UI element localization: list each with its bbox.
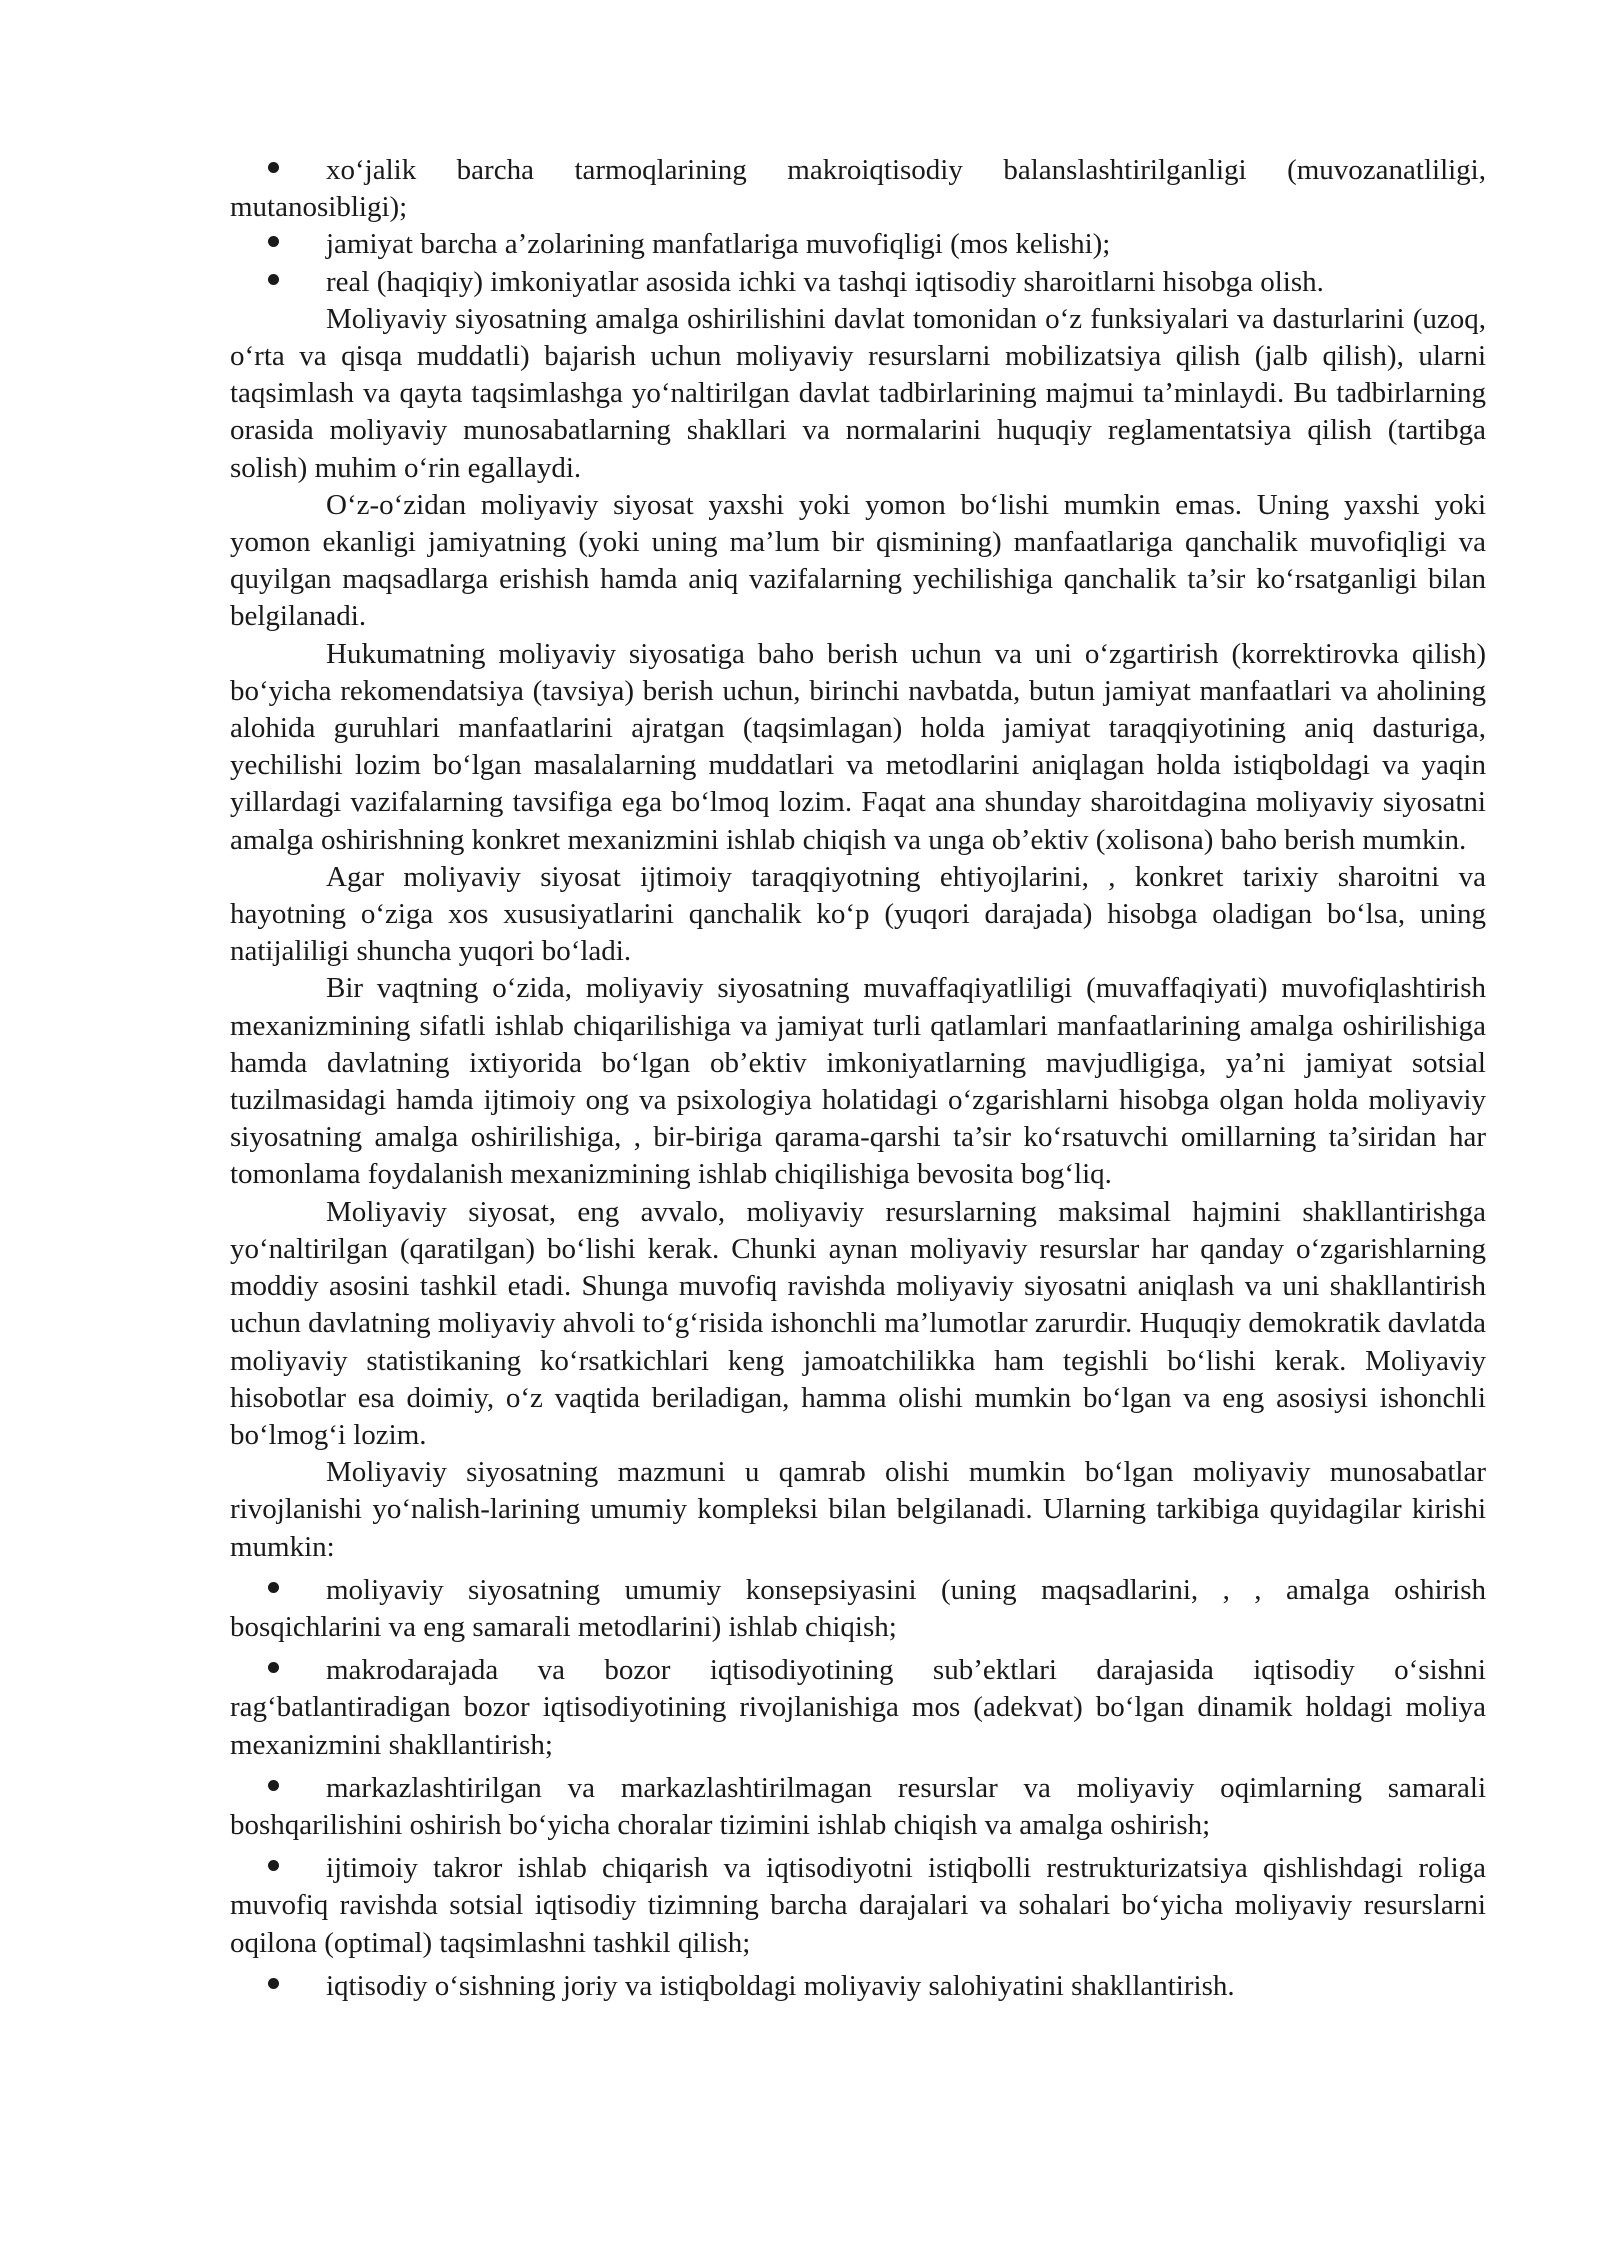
list-item [230, 226, 1486, 263]
paragraph: Bir vaqtning o‘zida, moliyaviy siyosatning muvaffaqiyatliligi (muvaffaqiyati) muvofiqlashtirish mexanizmining sifatli ishlab chiqarilishiga va jamiyat turli qatlamlari manfaatlarining amalga oshirilishiga hamda davlatning ixtiyorida bo‘lgan ob’ektiv imkoniyatlarning mavjudligiga, ya’ni jamiyat sotsial tuzilmasidagi hamda ijtimoiy ong va psixologiya holatidagi o‘zgarishlarni hisobga olgan holda moliyaviy siyosatning amalga oshirilishiga, , bir-biriga qarama-qarshi ta’sir ko‘rsatuvchi omillarning ta’siridan har tomonlama foydalanish mexanizmining ishlab chiqilishiga bevosita bog‘liq. [230, 972, 1486, 1191]
list-item-text: real (haqiqiy) imkoniyatlar asosida ichki va tashqi iqtisodiy sharoitlarni hisobga olish. [326, 265, 1324, 298]
list-item-text: moliyaviy siyosatning umumiy konsepsiyasini (uning maqsadlarini, , , amalga oshirish bosqichlarini va eng samarali metodlarini) ishlab chiqish; [230, 1573, 1486, 1643]
list-item [230, 1652, 1486, 1764]
list-item-text: jamiyat barcha a’zolarining manfatlariga muvofiqligi (mos kelishi); [326, 228, 1111, 261]
list-item-text: markazlashtirilgan va markazlashtirilmagan resurslar va moliyaviy oqimlarning samarali boshqarilishini oshirish bo‘yicha choralar tizimini ishlab chiqish va amalga oshirish; [230, 1771, 1486, 1841]
document-page [230, 152, 1486, 2005]
list-item-text: ijtimoiy takror ishlab chiqarish va iqtisodiyotni istiqbolli restrukturizatsiya qishlishdagi roliga muvofiq ravishda sotsial iqtisodiy tizimning barcha darajalari va sohalari bo‘yicha moliyaviy resurslarni oqilona (optimal) taqsimlashni tashkil qilish; [230, 1852, 1486, 1959]
list-item [230, 1850, 1486, 1962]
bullet-icon [268, 1662, 279, 1673]
bullet-icon [268, 1860, 279, 1871]
list-item [230, 152, 1486, 226]
list-item-text: xo‘jalik barcha tarmoqlarining makroiqtisodiy balanslashtirilganligi (muvozanatliligi, mutanosibligi); [230, 154, 1486, 224]
bullet-icon [268, 162, 279, 173]
bullet-icon [268, 1780, 279, 1791]
paragraph: Agar moliyaviy siyosat ijtimoiy taraqqiyotning ehtiyojlarini, , konkret tarixiy sharoitni va hayotning o‘ziga xos xususiyatlarini qanchalik ko‘p (yuqori darajada) hisobga oladigan bo‘lsa, uning natijaliligi shuncha yuqori bo‘ladi. [230, 860, 1486, 968]
list-item [230, 264, 1486, 301]
list-item [230, 1968, 1486, 2005]
paragraph: Moliyaviy siyosatning amalga oshirilishini davlat tomonidan o‘z funksiyalari va dasturlarini (uzoq, o‘rta va qisqa muddatli) bajarish uchun moliyaviy resurslarni mobilizatsiya qilish (jalb qilish), ularni taqsimlash va qayta taqsimlashga yo‘naltirilgan davlat tadbirlarining majmui ta’minlaydi. Bu tadbirlarning orasida moliyaviy munosabatlarning shakllari va normalarini huquqiy reglamentatsiya qilish (tartibga solish) muhim o‘rin egallaydi. [230, 302, 1486, 484]
bullet-icon [268, 236, 279, 247]
paragraph: Moliyaviy siyosatning mazmuni u qamrab olishi mumkin bo‘lgan moliyaviy munosabatlar rivojlanishi yo‘nalish-larining umumiy kompleksi bilan belgilanadi. Ularning tarkibiga quyidagilar kirishi mumkin: [230, 1456, 1486, 1563]
paragraph: Moliyaviy siyosat, eng avvalo, moliyaviy resurslarning maksimal hajmini shakllantirishga yo‘naltirilgan (qaratilgan) bo‘lishi kerak. Chunki aynan moliyaviy resurslar har qanday o‘zgarishlarning moddiy asosini tashkil etadi. Shunga muvofiq ravishda moliyaviy siyosatni aniqlash va uni shakllantirish uchun davlatning moliyaviy ahvoli to‘g‘risida ishonchli ma’lumotlar zarurdir. Huquqiy demokratik davlatda moliyaviy statistikaning ko‘rsatkichlari keng jamoatchilikka ham tegishli bo‘lishi kerak. Moliyaviy hisobotlar esa doimiy, o‘z vaqtida beriladigan, hamma olishi mumkin bo‘lgan va eng asosiysi ishonchli bo‘lmog‘i lozim. [230, 1195, 1486, 1451]
list-item [230, 1572, 1486, 1646]
bullet-icon [268, 274, 279, 285]
list-item-text: makrodarajada va bozor iqtisodiyotining sub’ektlari darajasida iqtisodiy o‘sishni rag‘batlantiradigan bozor iqtisodiyotining rivojlanishiga mos (adekvat) bo‘lgan dinamik holdagi moliya mexanizmini shakllantirish; [230, 1654, 1486, 1761]
bullet-icon [268, 1978, 279, 1989]
list-item [230, 1770, 1486, 1844]
paragraph: O‘z-o‘zidan moliyaviy siyosat yaxshi yoki yomon bo‘lishi mumkin emas. Uning yaxshi yoki yomon ekanligi jamiyatning (yoki uning ma’lum bir qismining) manfaatlariga qanchalik muvofiqligi va quyilgan maqsadlarga erishish hamda aniq vazifalarning yechilishiga qanchalik ta’sir ko‘rsatganligi bilan belgilanadi. [230, 488, 1486, 633]
paragraph: Hukumatning moliyaviy siyosatiga baho berish uchun va uni o‘zgartirish (korrektirovka qilish) bo‘yicha rekomendatsiya (tavsiya) berish uchun, birinchi navbatda, butun jamiyat manfaatlari va aholining alohida guruhlari manfaatlarini ajratgan (taqsimlagan) holda jamiyat taraqqiyotining aniq dasturiga, yechilishi lozim bo‘lgan masalalarning muddatlari va metodlarini aniqlagan holda istiqboldagi va yaqin yillardagi vazifalarning tavsifiga ega bo‘lmoq lozim. Faqat ana shunday sharoitdagina moliyaviy siyosatni amalga oshirishning konkret mexanizmini ishlab chiqish va unga ob’ektiv (xolisona) baho berish mumkin. [230, 637, 1486, 856]
list-item-text: iqtisodiy o‘sishning joriy va istiqboldagi moliyaviy salohiyatini shakllantirish. [326, 1969, 1235, 2002]
bullet-icon [268, 1582, 279, 1593]
